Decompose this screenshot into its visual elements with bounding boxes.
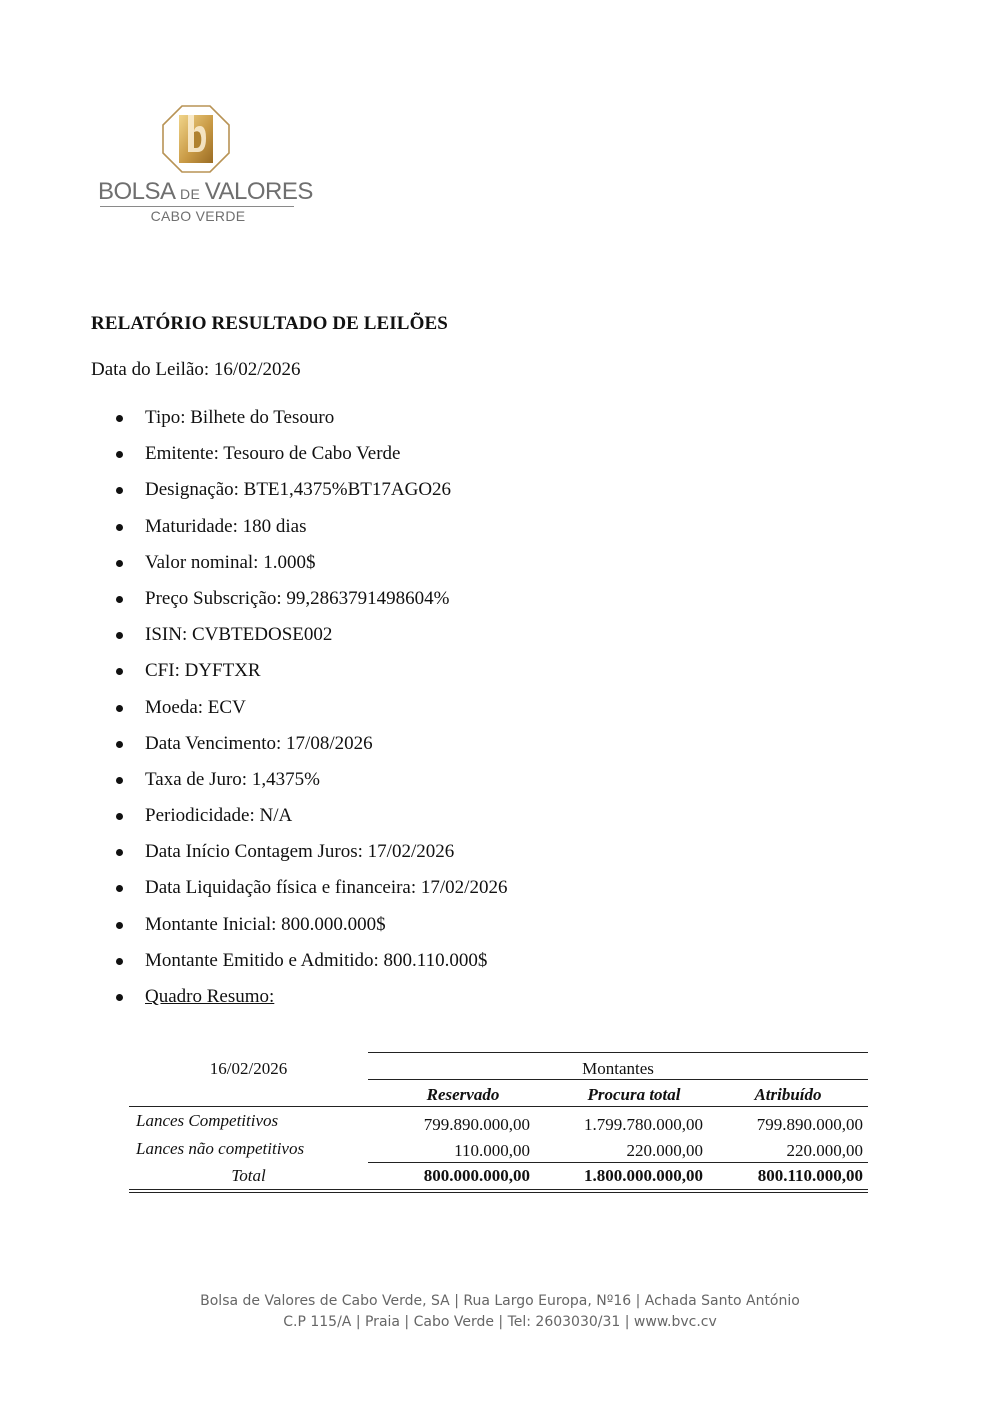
bullet-icon [116, 415, 123, 422]
table-cell: 799.890.000,00 [423, 1115, 530, 1134]
table-cell: 800.110.000,00 [757, 1166, 863, 1185]
logo-subtitle: CABO VERDE [150, 208, 246, 224]
bullet-icon [116, 596, 123, 603]
table-date: 16/02/2026 [209, 1059, 288, 1078]
table-rule-bottom-1 [129, 1189, 868, 1190]
bullet-icon [116, 885, 123, 892]
bullet-icon [116, 813, 123, 820]
row-label: Total [231, 1166, 266, 1185]
list-item: Periodicidade: N/A [0, 798, 507, 834]
table-cell: 1.799.780.000,00 [584, 1115, 703, 1134]
bullet-icon [116, 922, 123, 929]
table-rule-bottom-2 [129, 1192, 868, 1193]
table-cell: 220.000,00 [626, 1141, 703, 1160]
column-header: Reservado [426, 1085, 500, 1104]
table-rule-group [368, 1079, 868, 1080]
logo-divider [100, 206, 294, 207]
bullet-icon [116, 849, 123, 856]
bullet-icon [116, 741, 123, 748]
list-item: Valor nominal: 1.000$ [0, 545, 507, 581]
logo-wordmark: BOLSA DE VALORES [98, 178, 313, 205]
list-item: Data Vencimento: 17/08/2026 [0, 726, 507, 762]
bullet-icon [116, 705, 123, 712]
bullet-icon [116, 777, 123, 784]
footer-contact: C.P 115/A | Praia | Cabo Verde | Tel: 2603030/31 | www.bvc.cv [283, 1314, 717, 1330]
table-rule-header [129, 1106, 868, 1107]
list-item: Data Liquidação física e financeira: 17/02/2026 [0, 870, 507, 906]
list-item: Data Início Contagem Juros: 17/02/2026 [0, 834, 507, 870]
list-item: Preço Subscrição: 99,2863791498604% [0, 581, 507, 617]
row-label: Lances Competitivos [136, 1111, 279, 1130]
list-item: CFI: DYFTXR [0, 653, 507, 689]
list-item: Designação: BTE1,4375%BT17AGO26 [0, 472, 507, 508]
bullet-icon [116, 487, 123, 494]
list-item: Tipo: Bilhete do Tesouro [0, 400, 507, 436]
table-cell: 110.000,00 [454, 1141, 530, 1160]
list-item: Emitente: Tesouro de Cabo Verde [0, 436, 507, 472]
row-label: Lances não competitivos [136, 1139, 305, 1158]
table-cell: 799.890.000,00 [756, 1115, 863, 1134]
bvc-logo [98, 105, 313, 227]
bullet-icon [116, 451, 123, 458]
list-item: Maturidade: 180 dias [0, 509, 507, 545]
table-rule-total [368, 1162, 868, 1163]
summary-table [129, 1052, 868, 1197]
footer-address: Bolsa de Valores de Cabo Verde, SA | Rua Largo Europa, Nº16 | Achada Santo António [200, 1293, 800, 1309]
list-item: Montante Emitido e Admitido: 800.110.000$ [0, 943, 507, 979]
list-item: Montante Inicial: 800.000.000$ [0, 907, 507, 943]
table-cell: 220.000,00 [786, 1141, 863, 1160]
bvc-emblem-icon [162, 105, 230, 173]
table-cell: 1.800.000.000,00 [584, 1166, 703, 1185]
auction-date: Data do Leilão: 16/02/2026 [91, 359, 301, 380]
table-rule-top [368, 1052, 868, 1053]
bullet-icon [116, 632, 123, 639]
table-cell: 800.000.000,00 [423, 1166, 530, 1185]
bullet-icon [116, 668, 123, 675]
column-header: Procura total [587, 1085, 681, 1104]
bullet-icon [116, 560, 123, 567]
page-footer [0, 1291, 1000, 1333]
column-header: Atribuído [754, 1085, 822, 1104]
bullet-icon [116, 524, 123, 531]
bullet-icon [116, 994, 123, 1001]
bullet-icon [116, 958, 123, 965]
table-group-header: Montantes [582, 1059, 654, 1078]
list-item: ISIN: CVBTEDOSE002 [0, 617, 507, 653]
list-item: Taxa de Juro: 1,4375% [0, 762, 507, 798]
details-list [0, 400, 507, 1015]
report-title: RELATÓRIO RESULTADO DE LEILÕES [91, 313, 448, 334]
list-item: Moeda: ECV [0, 690, 507, 726]
list-item-summary-heading: Quadro Resumo: [0, 979, 507, 1015]
